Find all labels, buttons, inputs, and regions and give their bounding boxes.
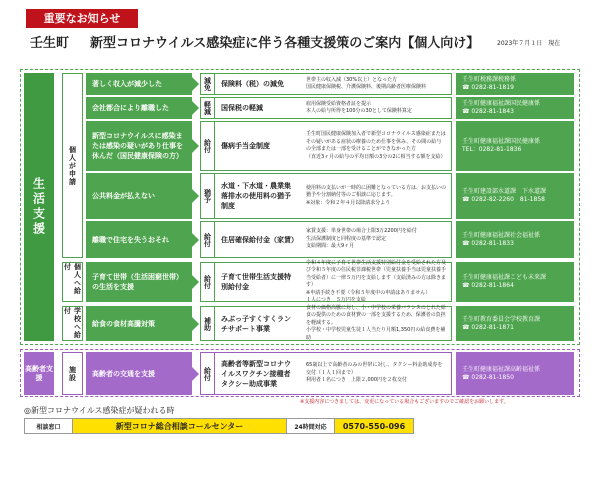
contact-office: 壬生町健康福祉課国民健康係 xyxy=(462,100,541,107)
support-detail xyxy=(302,121,450,171)
kind-label: 猶予 xyxy=(200,173,215,219)
situation-label[interactable]: 子育て世帯（生活困窮世帯）の生活を支援 xyxy=(86,262,192,302)
contact-phone: ☎ 0282-81-1871 xyxy=(462,323,514,331)
kind-label: 給付 xyxy=(200,262,215,302)
support-detail xyxy=(302,97,450,119)
support-detail-text: 壬生町国民健康保険加入者で新型コロナウイルス感染症またはその疑いがある症状の療養のため仕事を休み、その間の給与の全部または一部を受けることができなかった方 （直近3ヶ月の給与の平均日額の3分の2に相当する額を支給） xyxy=(306,131,446,160)
date-label: 2023年７月１日 現在 xyxy=(497,40,561,47)
support-name: 住居確保給付金（家賃） xyxy=(221,235,298,244)
subcategory-child: 個人へ給付 xyxy=(62,262,83,302)
contact-box[interactable] xyxy=(456,97,574,119)
kind-label: 給付 xyxy=(200,352,215,395)
contact-box[interactable] xyxy=(456,73,574,95)
contact-box[interactable] xyxy=(456,173,574,219)
contact-phone: TEL：0282-81-1836 xyxy=(462,146,522,153)
arrow-icon xyxy=(192,189,199,203)
situation-label[interactable]: 新型コロナウイルスに感染または感染の疑いがあり仕事を休んだ（国民健康保険の方） xyxy=(86,121,192,171)
support-name: 傷病手当金制度 xyxy=(221,142,270,150)
contact-box[interactable] xyxy=(456,306,574,341)
contact-box[interactable] xyxy=(456,352,574,395)
support-name: 保険料（税）の減免 xyxy=(221,80,284,88)
arrow-icon xyxy=(192,367,199,381)
support-detail-text: 令和４年度に子育て世帯生活支援特別給付金を受給された方及び令和５年度の住民税非課税世帯（児童扶養手当は児童扶養手当受給者）に一律５万円を支給します（支給済みの方は除きます） ※申請手続き不要（令和５年度中の申請はありません） １人につき ５万円を支給 xyxy=(306,259,447,303)
arrow-icon xyxy=(192,101,199,115)
update-note: ※支援内容につきましては、変更になっている場合もございますのでご確認をお願いします。 xyxy=(300,399,509,405)
subcategory-facility: 施設 xyxy=(62,352,83,395)
consult-hours: 24時間対応 xyxy=(287,419,335,433)
contact-office: 壬生町健康福祉課社会福祉係 xyxy=(462,231,541,239)
situation-label[interactable]: 著しく収入が減少した xyxy=(86,73,192,95)
situation-label[interactable]: 高齢者の交通を支援 xyxy=(86,352,192,395)
support-detail-text: 食材の価格高騰に対し、小・中学校の栄養バランスのとれた給食の提供のための食材費の一部を支援するため、保護者の負担を軽減する。 小学校・中学校児童生徒１人当たり月額1,350円の給食費を補助 xyxy=(306,304,446,341)
kind-label: 給付 xyxy=(200,221,215,258)
situation-label[interactable]: 給食の食材高騰対策 xyxy=(86,306,192,341)
consult-center-bar xyxy=(24,418,414,434)
page-title: 新型コロナウイルス感染症に伴う各種支援策のご案内【個人向け】 xyxy=(90,36,480,51)
support-name: 国保税の軽減 xyxy=(221,104,263,112)
contact-office: 壬生町健康福祉課国民健康係 xyxy=(462,138,541,145)
town-name: 壬生町 xyxy=(30,36,70,51)
situation-label[interactable]: 公共料金が払えない xyxy=(86,173,192,219)
support-detail xyxy=(302,73,450,95)
contact-box[interactable] xyxy=(456,221,574,258)
support-name: 水道・下水道・農業集落排水の使用料の猶予制度 xyxy=(221,182,291,210)
category-elderly-support: 高齢者支援 xyxy=(24,352,54,395)
contact-office: 壬生町建設部水道課 下水道課 xyxy=(462,188,547,195)
support-detail-text: 雇用保険受給資格者証を提示 本人の給与所得を100分の30として保険料算定 xyxy=(306,100,412,114)
arrow-icon xyxy=(192,139,199,153)
support-detail xyxy=(302,173,450,219)
support-detail xyxy=(302,352,450,395)
situation-label[interactable]: 離職で住宅を失うおそれ xyxy=(86,221,192,258)
contact-office: 壬生町健康福祉課こども未来課 xyxy=(462,274,547,281)
support-name: 子育て世帯生活支援特別給付金 xyxy=(221,273,291,291)
arrow-icon xyxy=(192,77,199,91)
contact-office: 壬生町健康福祉課高齢福祉係 xyxy=(462,365,541,373)
arrow-icon xyxy=(192,317,199,331)
kind-label: 減免 xyxy=(200,73,215,95)
contact-phone: ☎ 0282-81-1833 xyxy=(462,239,514,247)
support-detail xyxy=(302,259,450,303)
subcategory-school: 学校へ給付 xyxy=(63,307,82,339)
support-detail xyxy=(302,221,450,258)
support-name: みぶっ子すくすくランチサポート事業 xyxy=(221,314,291,333)
arrow-icon xyxy=(192,233,199,247)
contact-box[interactable] xyxy=(456,121,574,171)
category-life-support: 生活支援 xyxy=(24,73,54,341)
contact-phone: ☎ 0282-81-1843 xyxy=(462,108,514,115)
suspect-heading: ◎新型コロナウイルス感染症が疑われる時 xyxy=(24,406,175,415)
contact-office: 壬生町教育委員会学校教育課 xyxy=(462,315,541,323)
arrow-icon xyxy=(192,275,199,289)
support-detail-text: 家賃支援：単身世帯の場合上限3万2200円を給付 生活保護制度と同程度の基準で認定 支給期間：最大9ヶ月 xyxy=(306,228,417,250)
kind-label: 給付 xyxy=(200,121,215,171)
consult-center-name: 新型コロナ総合相談コールセンター xyxy=(73,419,287,433)
consult-label: 相談窓口 xyxy=(25,419,73,433)
kind-label: 軽減 xyxy=(200,97,215,119)
contact-phone: ☎ 0282-81-1850 xyxy=(462,373,514,381)
consult-phone[interactable]: 0570-550-096 xyxy=(335,419,413,433)
contact-phone: ☎ 0282-82-2260 81-1858 xyxy=(462,196,545,203)
kind-label: 補助 xyxy=(200,306,215,341)
support-detail-text: 使用料の支払いが一時的に困難となっている方は、お支払いの猶予や分割納付等のご相談に応じます。 ※対象：令和２年４月以降請求分より xyxy=(306,184,447,206)
contact-phone: ☎ 0282-81-1819 xyxy=(462,84,514,91)
subcategory-personal: 個人が申請 xyxy=(62,73,83,258)
important-notice-badge: 重要なお知らせ xyxy=(26,9,138,28)
contact-phone: ☎ 0282-81-1864 xyxy=(462,282,514,289)
support-detail xyxy=(302,306,450,341)
support-detail-text: 65歳以上で高齢者のみの世帯に対し、タクシー料金助成券を交付（１人１回まで） 利用者１名につき 上限２,000円を２枚交付 xyxy=(306,362,443,384)
contact-office: 壬生町税務課税務係 xyxy=(462,76,517,83)
contact-box[interactable] xyxy=(456,262,574,302)
support-name: 高齢者等新型コロナウイルスワクチン接種者タクシー助成事業 xyxy=(221,359,291,388)
situation-label[interactable]: 会社都合により離職した xyxy=(86,97,192,119)
support-detail-text: 世帯主の収入減（30%以上）となった方 国民健康保険税、介護保険料、後期高齢者医療保険料 xyxy=(306,76,427,90)
